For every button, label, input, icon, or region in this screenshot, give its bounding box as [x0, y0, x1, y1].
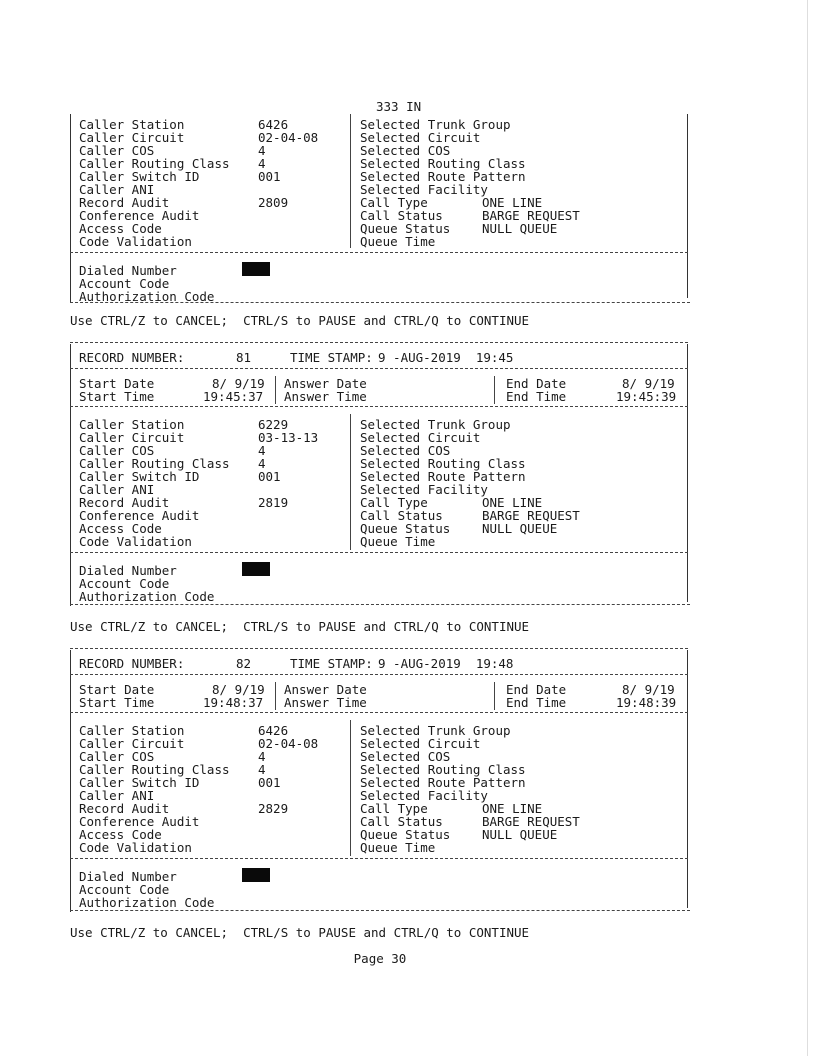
- record-partial: [70, 100, 690, 310]
- caller-switch-id-value: 001: [258, 169, 281, 184]
- caller-circuit-value: 03-13-13: [258, 430, 319, 445]
- column-divider: [275, 376, 276, 404]
- start-time-value: 19:45:37: [203, 389, 264, 404]
- selected-trunk-group-label: Selected Trunk Group: [360, 417, 511, 432]
- start-time-label: Start Time: [79, 389, 155, 404]
- caller-switch-id-value: 001: [258, 469, 281, 484]
- caller-routing-class-value: 4: [258, 456, 266, 471]
- record-audit-label: Record Audit: [79, 495, 170, 510]
- call-status-value: BARGE REQUEST: [482, 508, 580, 523]
- caller-switch-id-label: Caller Switch ID: [79, 469, 200, 484]
- record-audit-value: 2829: [258, 801, 289, 816]
- queue-status-value: NULL QUEUE: [482, 521, 558, 536]
- divider: [70, 368, 688, 369]
- access-code-label: Access Code: [79, 521, 162, 536]
- selected-facility-label: Selected Facility: [360, 182, 488, 197]
- right-border: [687, 344, 688, 602]
- queue-status-value: NULL QUEUE: [482, 221, 558, 236]
- divider: [70, 406, 688, 407]
- conference-audit-label: Conference Audit: [79, 208, 200, 223]
- end-time-value: 19:45:39: [616, 389, 677, 404]
- caller-cos-value: 4: [258, 749, 266, 764]
- record-number-value: 82: [236, 656, 252, 671]
- conference-audit-label: Conference Audit: [79, 508, 200, 523]
- redaction-box: [242, 868, 270, 882]
- divider: [70, 910, 690, 911]
- page-number: Page 30: [353, 951, 407, 966]
- start-date-value: 8/ 9/19: [212, 682, 265, 697]
- caller-station-label: Caller Station: [79, 417, 185, 432]
- left-border: [70, 114, 71, 254]
- call-type-label: Call Type: [360, 801, 428, 816]
- caller-ani-label: Caller ANI: [79, 482, 155, 497]
- end-time-label: End Time: [506, 389, 567, 404]
- selected-cos-label: Selected COS: [360, 443, 451, 458]
- end-date-label: End Date: [506, 682, 567, 697]
- selected-circuit-label: Selected Circuit: [360, 736, 481, 751]
- divider: [70, 552, 688, 553]
- caller-cos-label: Caller COS: [79, 143, 155, 158]
- record-number-value: 81: [236, 350, 252, 365]
- time-stamp-value: 9 -AUG-2019 19:45: [378, 350, 514, 365]
- queue-time-label: Queue Time: [360, 534, 436, 549]
- column-divider: [350, 414, 351, 550]
- divider: [70, 604, 690, 605]
- divider: [70, 712, 688, 713]
- code-validation-label: Code Validation: [79, 234, 192, 249]
- account-code-label: Account Code: [79, 576, 170, 591]
- call-status-label: Call Status: [360, 208, 443, 223]
- divider: [70, 858, 688, 859]
- selected-routing-class-label: Selected Routing Class: [360, 456, 526, 471]
- authorization-code-label: Authorization Code: [79, 589, 215, 604]
- divider: [70, 342, 688, 343]
- access-code-label: Access Code: [79, 827, 162, 842]
- left-border: [70, 860, 71, 910]
- selected-circuit-label: Selected Circuit: [360, 130, 481, 145]
- end-time-label: End Time: [506, 695, 567, 710]
- queue-status-label: Queue Status: [360, 221, 451, 236]
- caller-switch-id-label: Caller Switch ID: [79, 169, 200, 184]
- record-audit-value: 2819: [258, 495, 289, 510]
- call-status-value: BARGE REQUEST: [482, 208, 580, 223]
- call-status-label: Call Status: [360, 508, 443, 523]
- start-time-label: Start Time: [79, 695, 155, 710]
- caller-switch-id-label: Caller Switch ID: [79, 775, 200, 790]
- selected-circuit-label: Selected Circuit: [360, 430, 481, 445]
- start-time-value: 19:48:37: [203, 695, 264, 710]
- caller-circuit-label: Caller Circuit: [79, 430, 185, 445]
- caller-ani-label: Caller ANI: [79, 182, 155, 197]
- call-status-label: Call Status: [360, 814, 443, 829]
- caller-circuit-value: 02-04-08: [258, 130, 319, 145]
- left-border: [70, 254, 71, 302]
- record-audit-value: 2809: [258, 195, 289, 210]
- call-status-value: BARGE REQUEST: [482, 814, 580, 829]
- time-stamp-label: TIME STAMP:: [290, 656, 373, 671]
- queue-status-value: NULL QUEUE: [482, 827, 558, 842]
- column-divider: [275, 682, 276, 710]
- call-type-value: ONE LINE: [482, 495, 543, 510]
- caller-ani-label: Caller ANI: [79, 788, 155, 803]
- caller-cos-label: Caller COS: [79, 749, 155, 764]
- selected-trunk-group-label: Selected Trunk Group: [360, 117, 511, 132]
- left-border: [70, 554, 71, 604]
- queue-status-label: Queue Status: [360, 521, 451, 536]
- record-81: [70, 342, 690, 638]
- call-type-value: ONE LINE: [482, 801, 543, 816]
- caller-routing-class-label: Caller Routing Class: [79, 456, 230, 471]
- caller-routing-class-value: 4: [258, 156, 266, 171]
- column-divider: [494, 682, 495, 710]
- caller-routing-class-value: 4: [258, 762, 266, 777]
- caller-station-value: 6426: [258, 117, 289, 132]
- caller-circuit-label: Caller Circuit: [79, 736, 185, 751]
- caller-routing-class-label: Caller Routing Class: [79, 156, 230, 171]
- record-audit-label: Record Audit: [79, 195, 170, 210]
- selected-routing-class-label: Selected Routing Class: [360, 156, 526, 171]
- selected-route-pattern-label: Selected Route Pattern: [360, 169, 526, 184]
- end-time-value: 19:48:39: [616, 695, 677, 710]
- caller-routing-class-label: Caller Routing Class: [79, 762, 230, 777]
- column-divider: [350, 114, 351, 248]
- record-number-label: RECORD NUMBER:: [79, 656, 185, 671]
- caller-circuit-value: 02-04-08: [258, 736, 319, 751]
- code-validation-label: Code Validation: [79, 840, 192, 855]
- start-date-value: 8/ 9/19: [212, 376, 265, 391]
- caller-station-label: Caller Station: [79, 117, 185, 132]
- selected-trunk-group-label: Selected Trunk Group: [360, 723, 511, 738]
- divider: [70, 648, 688, 649]
- selected-cos-label: Selected COS: [360, 749, 451, 764]
- queue-status-label: Queue Status: [360, 827, 451, 842]
- footer-instruction: Use CTRL/Z to CANCEL; CTRL/S to PAUSE and CTRL/Q to CONTINUE: [70, 313, 530, 328]
- queue-time-label: Queue Time: [360, 840, 436, 855]
- footer-instruction: Use CTRL/Z to CANCEL; CTRL/S to PAUSE and CTRL/Q to CONTINUE: [70, 619, 530, 634]
- selected-cos-label: Selected COS: [360, 143, 451, 158]
- end-date-value: 8/ 9/19: [622, 682, 675, 697]
- caller-station-value: 6229: [258, 417, 289, 432]
- account-code-label: Account Code: [79, 276, 170, 291]
- record-audit-label: Record Audit: [79, 801, 170, 816]
- redaction-box: [242, 562, 270, 576]
- document-page: [70, 0, 690, 1056]
- answer-time-label: Answer Time: [284, 389, 367, 404]
- start-date-label: Start Date: [79, 376, 155, 391]
- right-border: [687, 114, 688, 254]
- footer-instruction: Use CTRL/Z to CANCEL; CTRL/S to PAUSE and CTRL/Q to CONTINUE: [70, 925, 530, 940]
- answer-date-label: Answer Date: [284, 376, 367, 391]
- call-type-label: Call Type: [360, 195, 428, 210]
- column-divider: [494, 376, 495, 404]
- record-82: [70, 648, 690, 944]
- dialed-number-label: Dialed Number: [79, 263, 177, 278]
- divider: [70, 252, 688, 253]
- code-validation-label: Code Validation: [79, 534, 192, 549]
- caller-cos-value: 4: [258, 443, 266, 458]
- dialed-number-label: Dialed Number: [79, 869, 177, 884]
- start-date-label: Start Date: [79, 682, 155, 697]
- caller-circuit-label: Caller Circuit: [79, 130, 185, 145]
- answer-date-label: Answer Date: [284, 682, 367, 697]
- divider: [70, 674, 688, 675]
- page-edge: [807, 0, 808, 1056]
- call-type-value: ONE LINE: [482, 195, 543, 210]
- account-code-label: Account Code: [79, 882, 170, 897]
- call-type-label: Call Type: [360, 495, 428, 510]
- caller-station-label: Caller Station: [79, 723, 185, 738]
- authorization-code-label: Authorization Code: [79, 895, 215, 910]
- column-divider: [350, 720, 351, 856]
- selected-facility-label: Selected Facility: [360, 788, 488, 803]
- queue-time-label: Queue Time: [360, 234, 436, 249]
- record-number-label: RECORD NUMBER:: [79, 350, 185, 365]
- dialed-number-label: Dialed Number: [79, 563, 177, 578]
- divider: [70, 302, 690, 303]
- right-border: [687, 650, 688, 908]
- conference-audit-label: Conference Audit: [79, 814, 200, 829]
- caller-station-value: 6426: [258, 723, 289, 738]
- end-date-value: 8/ 9/19: [622, 376, 675, 391]
- caller-switch-id-value: 001: [258, 775, 281, 790]
- end-date-label: End Date: [506, 376, 567, 391]
- time-stamp-value: 9 -AUG-2019 19:48: [378, 656, 514, 671]
- selected-routing-class-label: Selected Routing Class: [360, 762, 526, 777]
- selected-route-pattern-label: Selected Route Pattern: [360, 775, 526, 790]
- authorization-code-label: Authorization Code: [79, 289, 215, 304]
- time-stamp-label: TIME STAMP:: [290, 350, 373, 365]
- caller-cos-value: 4: [258, 143, 266, 158]
- redaction-box: [242, 262, 270, 276]
- selected-facility-label: Selected Facility: [360, 482, 488, 497]
- trunk-header-value: 333 IN: [376, 99, 422, 114]
- selected-route-pattern-label: Selected Route Pattern: [360, 469, 526, 484]
- right-border: [687, 254, 688, 298]
- access-code-label: Access Code: [79, 221, 162, 236]
- caller-cos-label: Caller COS: [79, 443, 155, 458]
- answer-time-label: Answer Time: [284, 695, 367, 710]
